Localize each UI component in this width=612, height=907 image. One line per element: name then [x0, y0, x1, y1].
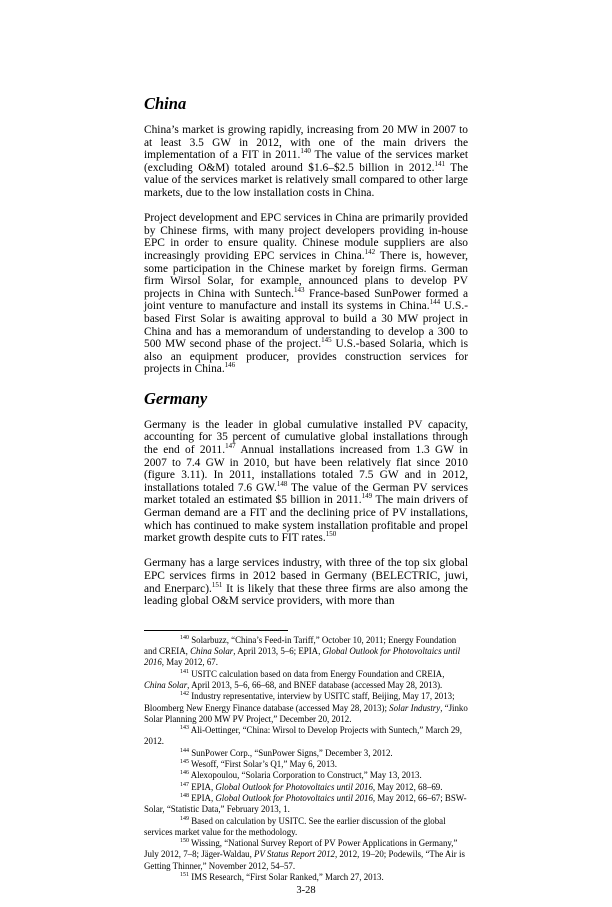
footnote-reference: 145 — [180, 759, 189, 766]
footnote-reference: 142 — [364, 247, 376, 256]
footnote-reference: 151 — [211, 580, 223, 589]
italic-title: Global Outlook for Photovoltaics until 2016 — [215, 781, 373, 792]
text-run: Industry representative, interview by USITC staff, Beijing, May 17, 2013; Bloomberg New Energy Finance database (accessed May 28, 2013); — [144, 691, 455, 713]
footnote — [144, 770, 468, 781]
section-germany — [144, 389, 468, 608]
footnote-reference: 150 — [180, 838, 189, 845]
section-china — [144, 94, 468, 376]
text-run: Germany is the leader in global cumulative installed PV capacity, accounting for 35 percent of cumulative global installations through the end of 2011. — [144, 418, 468, 457]
italic-title: China Solar — [144, 679, 188, 690]
text-run: Solarbuzz, “China’s Feed-in Tariff,” October 10, 2011; Energy Foundation and CREIA, — [144, 634, 457, 657]
footnote — [144, 725, 468, 748]
footnote — [144, 872, 468, 883]
text-run: U.S.-based Solaria, which is also an equipment producer, provides construction services for projects in China. — [144, 338, 468, 376]
italic-title: Solar Industry — [389, 702, 441, 713]
text-run: IMS Research, “First Solar Ranked,” March 27, 2013. — [189, 872, 384, 883]
text-run: France-based SunPower formed a joint venture to manufacture and install its systems in China. — [144, 287, 469, 313]
text-run: Ali-Oettinger, “China: Wirsol to Develop Projects with Suntech,” March 29, 2012. — [144, 725, 462, 747]
footnote-reference: 145 — [321, 336, 332, 345]
text-run: USITC calculation based on data from Energy Foundation and CREIA, — [189, 668, 445, 679]
footnote-reference: 149 — [180, 815, 189, 822]
footnote-reference: 147 — [225, 442, 236, 451]
paragraph — [144, 212, 468, 376]
footnote-reference: 148 — [180, 792, 189, 799]
text-run: , April 2013, 5–6; EPIA, — [233, 646, 323, 657]
text-run: , May 2012, 68–69. — [372, 781, 443, 792]
paragraph — [144, 419, 468, 545]
text-run: The main drivers of German demand are a FIT and the declining price of PV installations, which has continued to make system installation profitable and propel market growth despite cuts to FIT rates. — [144, 494, 469, 545]
text-run: U.S.-based First Solar is awaiting approval to build a 30 MW project in China and has a memorandum of understanding to develop a 300 to 500 MW second phase of the project. — [144, 300, 468, 351]
text-run: EPIA, — [189, 792, 216, 803]
document-page — [144, 0, 468, 907]
footnote — [144, 635, 468, 669]
text-run: The value of the German PV services market totaled an estimated $5 billion in 2011. — [144, 481, 469, 507]
text-run: Wissing, “National Survey Report of PV Power Applications in Germany,” July 2012, 7–8; Jäger-Waldau, — [144, 838, 458, 860]
text-run: Wesoff, “First Solar’s Q1,” May 6, 2013. — [189, 759, 337, 770]
text-run: The value of the services market (excluding O&M) totaled around $1.6–$2.5 billion in 2012. — [144, 149, 468, 174]
footnote-reference: 141 — [434, 159, 446, 168]
section-heading-germany: Germany — [144, 388, 208, 408]
footnote — [144, 838, 468, 872]
footnote-reference: 147 — [180, 781, 189, 788]
page-number: 3-28 — [296, 885, 316, 897]
text-run: Based on calculation by USITC. See the earlier discussion of the global services market value for the methodology. — [144, 815, 446, 837]
footnote — [144, 691, 468, 725]
footnote — [144, 793, 468, 816]
text-run: Annual installations increased from 1.3 GW in 2007 to 7.4 GW in 2010, but have been relatively flat since 2010 (figure 3.11). In 2011, installations totaled 7.5 GW and in 2012, installations totaled 7.6 GW. — [144, 444, 469, 494]
text-run: , May 2012, 67. — [161, 657, 218, 668]
paragraph — [144, 557, 468, 607]
text-run: SunPower Corp., “SunPower Signs,” December 3, 2012. — [189, 747, 393, 758]
paragraph — [144, 124, 468, 200]
footnote-reference: 151 — [180, 872, 189, 879]
footnote-reference: 140 — [180, 634, 189, 641]
footnote — [144, 748, 468, 759]
text-run: It is likely that these three firms are also among the leading global O&M service providers, with more than — [144, 582, 468, 608]
text-run: EPIA, — [189, 781, 216, 792]
italic-title: Global Outlook for Photovoltaics until 2016 — [215, 792, 373, 803]
text-run: , 2012, 19–20; Podewils, “The Air is Getting Thinner,” November 2012, 54–57. — [144, 849, 465, 871]
footnote-reference: 146 — [180, 770, 189, 777]
footnote-divider — [144, 630, 288, 631]
footnote-reference: 142 — [180, 691, 189, 698]
text-run: Alexopoulou, “Solaria Corporation to Construct,” May 13, 2013. — [189, 770, 422, 781]
footnote — [144, 816, 468, 839]
text-run: , “Jinko Solar Planning 200 MW PV Project,” December 20, 2012. — [144, 702, 468, 724]
footnote-reference: 143 — [180, 725, 189, 732]
footnote-reference: 143 — [293, 285, 305, 294]
text-run: Project development and EPC services in China are primarily provided by Chinese firms, with many project developers providing in-house EPC in order to ensure quality. Chinese module suppliers are also increasingly providing EPC services in China. — [144, 212, 468, 262]
footnote — [144, 782, 468, 793]
italic-title: PV Status Report 2012 — [254, 849, 335, 860]
footnote — [144, 669, 468, 692]
text-run: China’s market is growing rapidly, increasing from 20 MW in 2007 to at least 3.5 GW in 2012, with one of the main drivers the implementation of a FIT in 2011. — [144, 124, 468, 162]
footnote-reference: 141 — [180, 668, 189, 675]
footnote-reference: 144 — [429, 298, 441, 307]
footnote-reference: 150 — [325, 530, 337, 539]
footnote-reference: 146 — [224, 361, 236, 370]
footnote-reference: 140 — [300, 147, 311, 156]
footnote-reference: 144 — [180, 747, 189, 754]
footnotes — [144, 635, 468, 884]
text-run: , April 2013, 5–6, 66–68, and BNEF database (accessed May 28, 2013). — [187, 679, 443, 690]
section-heading-china: China — [144, 94, 187, 113]
text-run: , May 2012, 66–67; BSW-Solar, “Statistic Data,” February 2013, 1. — [144, 792, 467, 815]
text-run: Germany has a large services industry, with three of the top six global EPC services firms in 2012 based in Germany (BELECTRIC, juwi, and Enerparc). — [144, 557, 468, 595]
text-run: The value of the services market is relatively small compared to other large markets, due to the low installation costs in China. — [144, 161, 468, 199]
italic-title: Global Outlook for Photovoltaics until 2016 — [144, 646, 461, 668]
footnote — [144, 759, 468, 770]
footnote-reference: 148 — [276, 479, 288, 488]
text-run: There is, however, some participation in the Chinese market by foreign firms. German firm Wirsol Solar, for example, announced plans to develop PV projects in China with Suntech. — [144, 249, 468, 300]
footnote-reference: 149 — [361, 492, 373, 501]
italic-title: China Solar — [190, 646, 234, 657]
